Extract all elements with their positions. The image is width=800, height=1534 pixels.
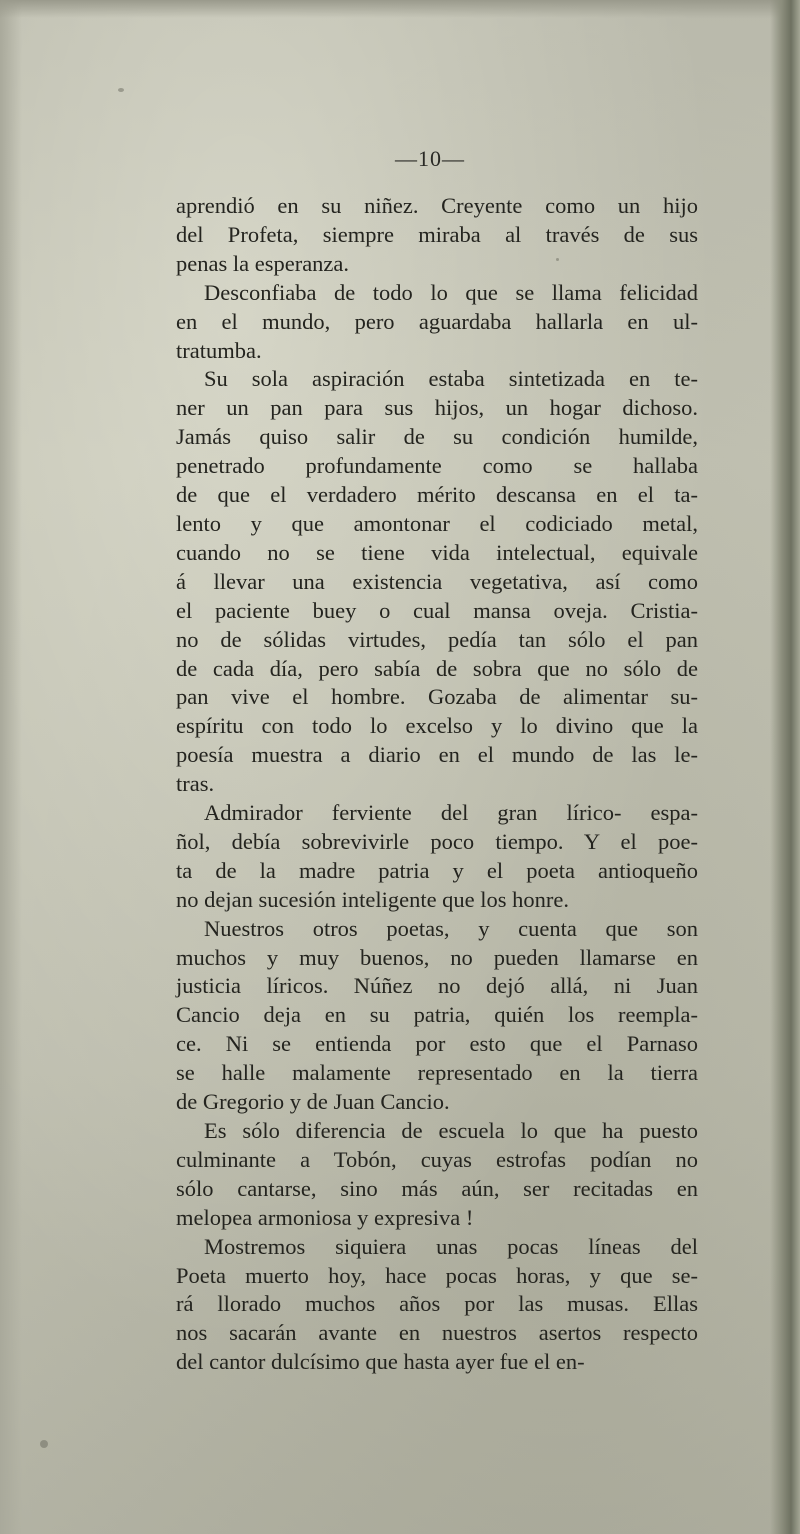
text-line: lento y que amontonar el codiciado metal, xyxy=(176,510,698,536)
text-line: cuando no se tiene vida intelectual, equivale xyxy=(176,539,698,565)
text-line: ñol, debía sobrevivirle poco tiempo. Y el poe- xyxy=(176,828,698,854)
paragraph xyxy=(176,365,698,799)
text-line: en el mundo, pero aguardaba hallarla en ul- xyxy=(176,308,698,334)
text-line: poesía muestra a diario en el mundo de las le- xyxy=(176,742,698,768)
text-line: del Profeta, siempre miraba al través de sus xyxy=(176,221,698,247)
text-line: Mostremos siquiera unas pocas líneas del xyxy=(204,1233,698,1259)
text-line: no de sólidas virtudes, pedía tan sólo el pan xyxy=(176,626,698,652)
text-line: Es sólo diferencia de escuela lo que ha puesto xyxy=(204,1118,698,1143)
text-line: Nuestros otros poetas, y cuenta que son xyxy=(204,915,698,941)
paragraph xyxy=(176,1117,698,1233)
text-line: Jamás quiso salir de su condición humilde, xyxy=(176,424,698,450)
text-line: Desconfiaba de todo lo que se llama felicidad xyxy=(204,279,698,305)
text-line: de Gregorio y de Juan Cancio. xyxy=(176,1089,450,1115)
text-line: penetrado profundamente como se hallaba xyxy=(176,453,698,479)
text-line: de que el verdadero mérito descansa en el ta- xyxy=(176,482,698,508)
text-line: espíritu con todo lo excelso y lo divino que la xyxy=(176,713,698,739)
paper-speck xyxy=(118,88,124,92)
page-top-edge xyxy=(0,0,800,18)
text-line: ta de la madre patria y el poeta antioqueño xyxy=(176,857,698,883)
text-line: el paciente buey o cual mansa oveja. Cristia- xyxy=(176,597,698,623)
paragraph xyxy=(176,279,698,366)
text-line: melopea armoniosa y expresiva ! xyxy=(176,1204,474,1230)
paragraph xyxy=(176,799,698,915)
text-line: pan vive el hombre. Gozaba de alimentar su- xyxy=(176,684,698,710)
text-line: muchos y muy buenos, no pueden llamarse en xyxy=(176,944,698,970)
paragraph xyxy=(176,1233,698,1378)
text-line: ner un pan para sus hijos, un hogar dichoso. xyxy=(176,395,698,421)
text-line: ce. Ni se entienda por esto que el Parnaso xyxy=(176,1031,698,1057)
text-line: aprendió en su niñez. Creyente como un hijo xyxy=(176,193,698,218)
text-line: Poeta muerto hoy, hace pocas horas, y que se- xyxy=(176,1262,698,1288)
text-line: á llevar una existencia vegetativa, así como xyxy=(176,568,698,594)
text-line: Su sola aspiración estaba sintetizada en te- xyxy=(204,366,698,392)
text-line: justicia líricos. Núñez no dejó allá, ni Juan xyxy=(176,973,698,999)
text-line: tratumba. xyxy=(176,337,262,363)
text-line: nos sacarán avante en nuestros asertos respecto xyxy=(176,1320,698,1346)
page-right-edge xyxy=(770,0,800,1534)
text-line: del cantor dulcísimo que hasta ayer fue el en- xyxy=(176,1349,585,1375)
text-line: no dejan sucesión inteligente que los honre. xyxy=(176,886,570,912)
text-line: Admirador ferviente del gran lírico- espa- xyxy=(204,800,698,826)
paragraph xyxy=(176,192,698,279)
text-line: penas la esperanza. xyxy=(176,250,350,276)
page-left-edge xyxy=(0,0,22,1534)
paper-speck xyxy=(40,1440,48,1448)
body-text xyxy=(176,192,698,1377)
text-line: se halle malamente representado en la tierra xyxy=(176,1060,698,1086)
page-number: —10— xyxy=(395,146,465,171)
text-line: de cada día, pero sabía de sobra que no sólo de xyxy=(176,655,698,681)
text-line: Cancio deja en su patria, quién los reempla- xyxy=(176,1002,698,1028)
paragraph xyxy=(176,915,698,1117)
text-line: rá llorado muchos años por las musas. Ellas xyxy=(176,1291,698,1317)
text-line: culminante a Tobón, cuyas estrofas podían no xyxy=(176,1146,698,1172)
text-line: tras. xyxy=(176,771,215,797)
text-line: sólo cantarse, sino más aún, ser recitadas en xyxy=(176,1175,698,1201)
